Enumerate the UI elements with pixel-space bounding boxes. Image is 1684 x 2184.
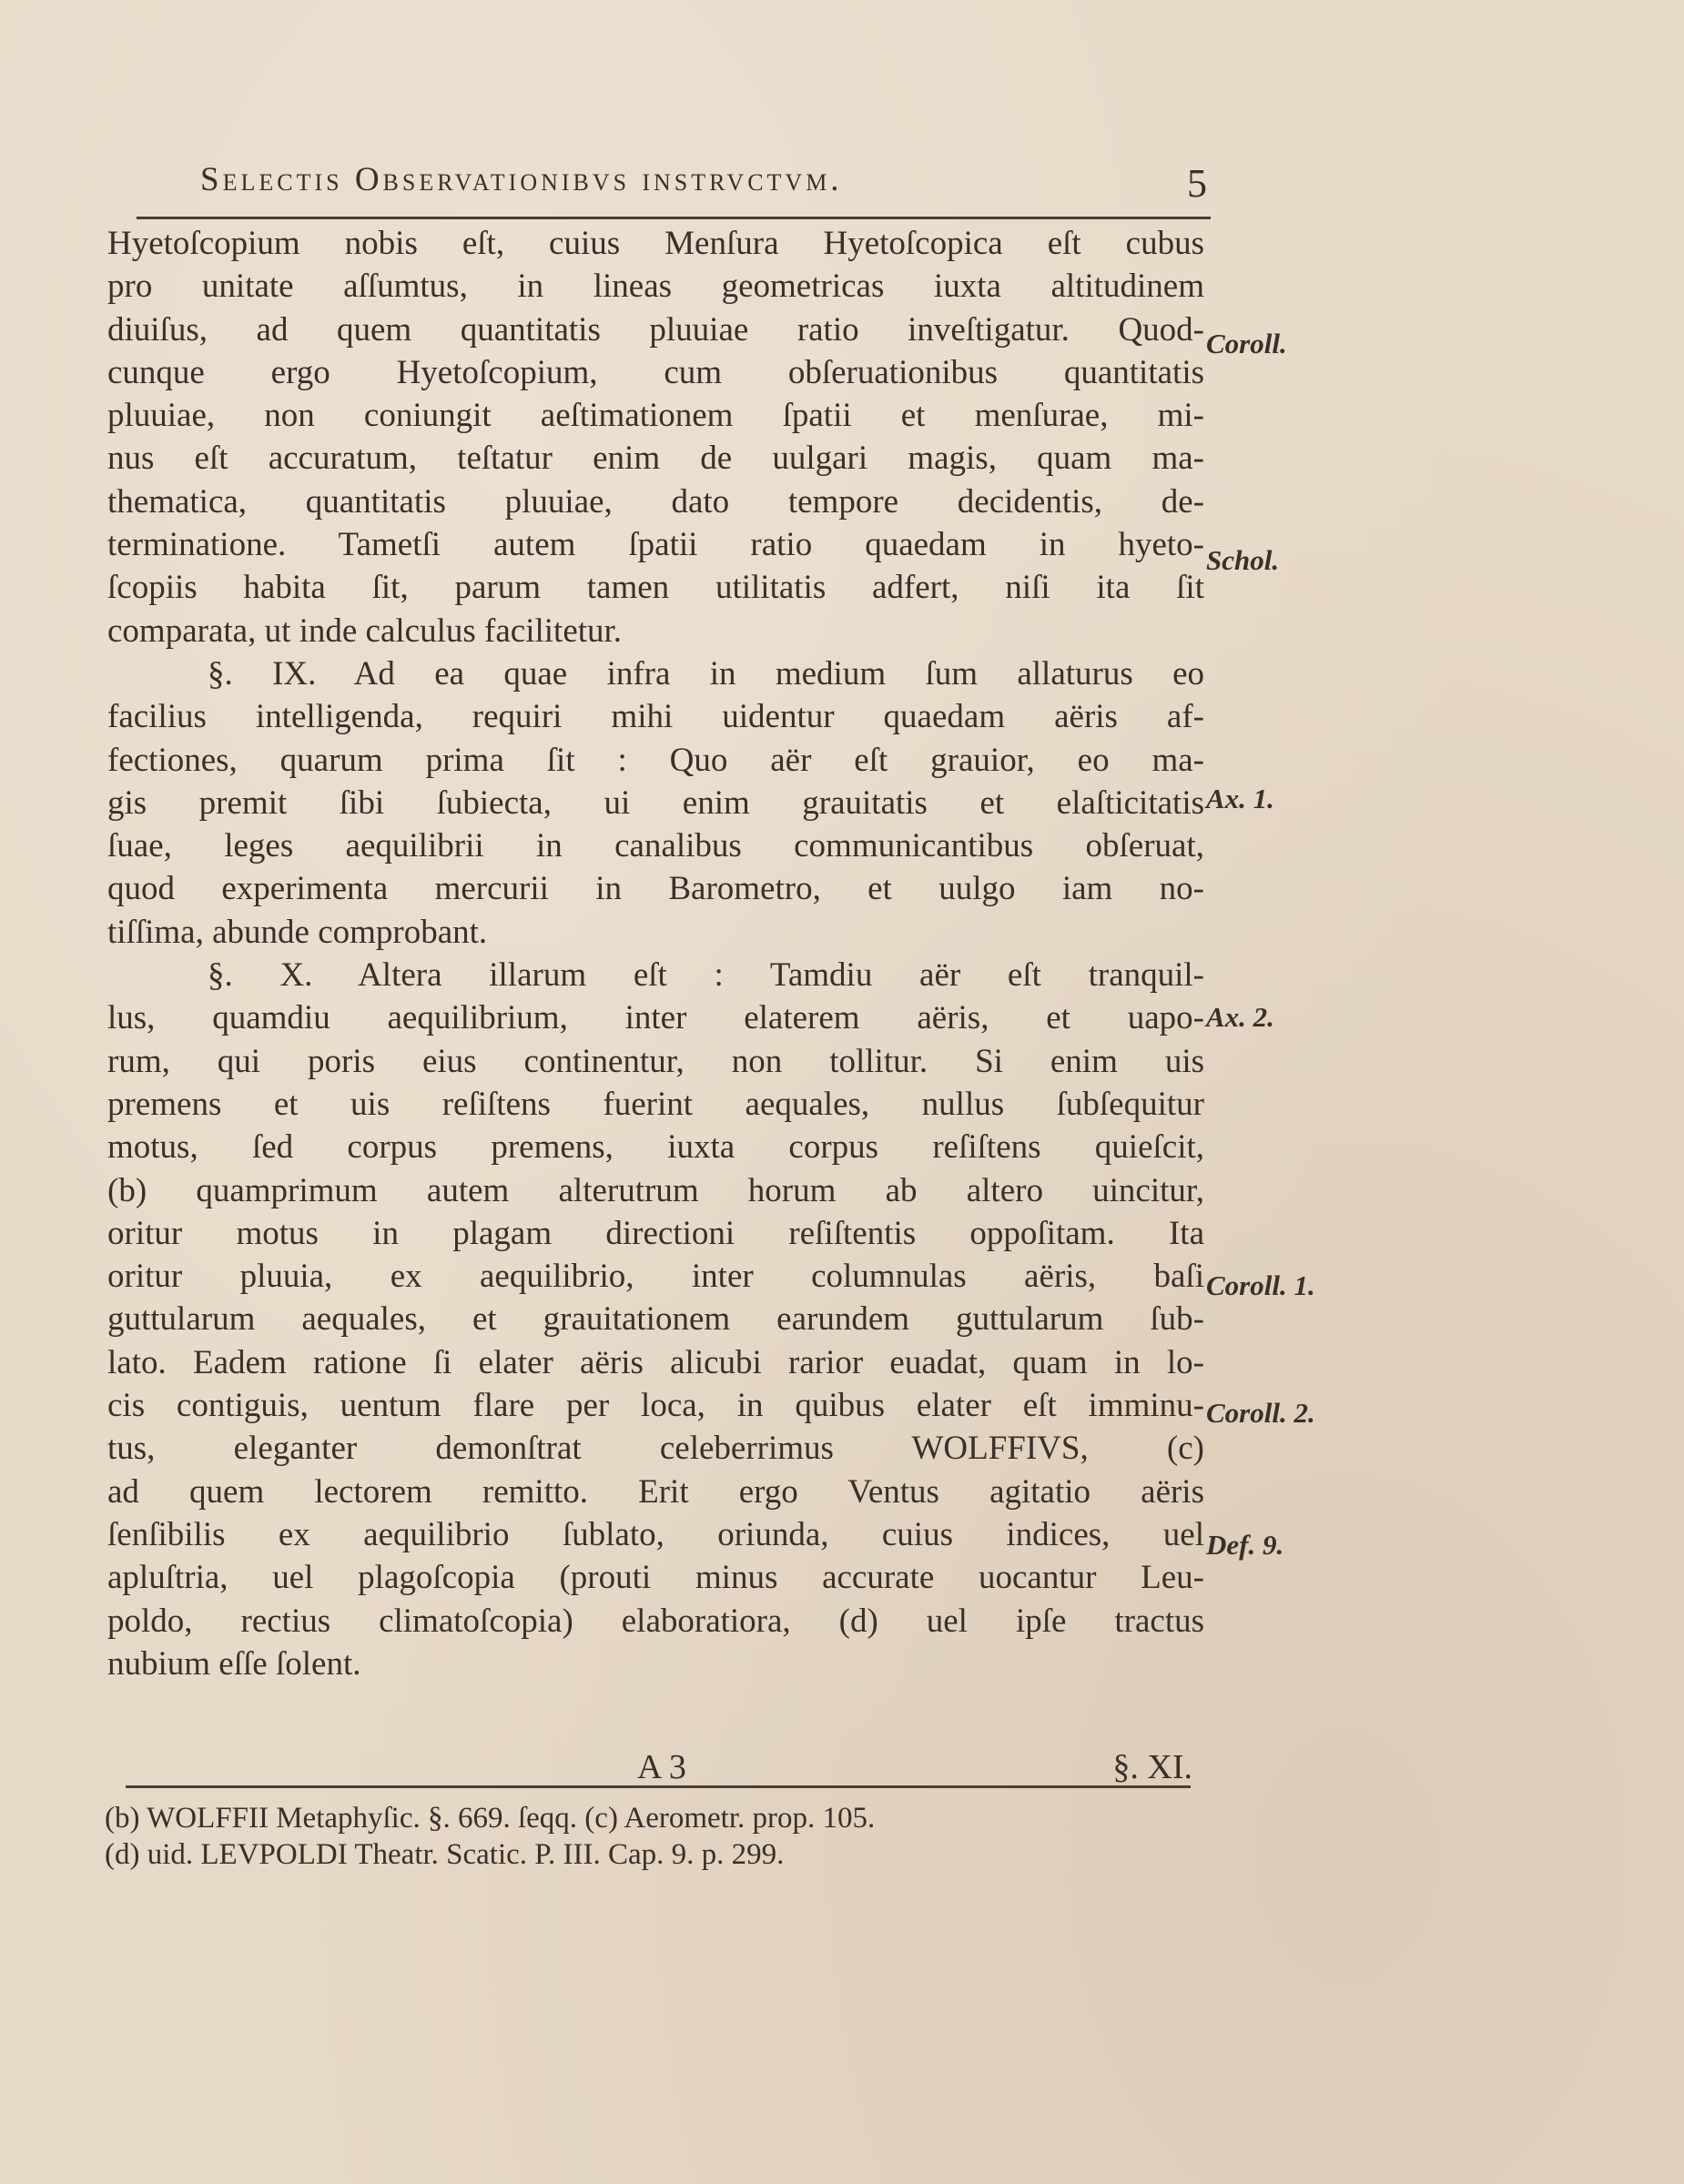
footnote: (b) WOLFFII Metaphyſic. §. 669. ſeqq. (c) Aerometr. prop. 105. xyxy=(105,1802,876,1835)
text-line: facilius intelligenda, requiri mihi uidentur quaedam aëris af- xyxy=(107,698,1204,736)
text-line: tiſſima, abunde comprobant. xyxy=(107,913,488,951)
margin-note: Ax. 2. xyxy=(1206,1001,1274,1033)
text-line: Hyetoſcopium nobis eſt, cuius Menſura Hyetoſcopica eſt cubus xyxy=(107,225,1204,262)
margin-note: Coroll. xyxy=(1206,328,1287,359)
text-line: oritur pluuia, ex aequilibrio, inter columnulas aëris, baſi xyxy=(107,1258,1204,1296)
text-line: motus, ſed corpus premens, iuxta corpus reſiſtens quieſcit, xyxy=(107,1128,1204,1167)
text-line: terminatione. Tametſi autem ſpatii ratio quaedam in hyeto- xyxy=(107,526,1204,564)
text-line: pluuiae, non coniungit aeſtimationem ſpatii et menſurae, mi- xyxy=(107,397,1204,435)
margin-note: Ax. 1. xyxy=(1206,783,1274,814)
running-title: Selectis Observationibvs instrvctvm. xyxy=(200,161,843,198)
text-line: ſuae, leges aequilibrii in canalibus communicantibus obſeruat, xyxy=(107,827,1204,865)
text-line: lus, quamdiu aequilibrium, inter elaterem aëris, et uapo- xyxy=(107,999,1204,1037)
margin-note: Coroll. 1. xyxy=(1206,1269,1315,1301)
catchword: §. XI. xyxy=(1112,1748,1192,1786)
text-line: pro unitate aſſumtus, in lineas geometricas iuxta altitudinem xyxy=(107,268,1204,306)
margin-note: Coroll. 2. xyxy=(1206,1397,1315,1429)
text-line: §. IX. Ad ea quae infra in medium ſum allaturus eo xyxy=(208,654,1204,693)
text-line: poldo, rectius climatoſcopia) elaboratiora, (d) uel ipſe tractus xyxy=(107,1602,1204,1640)
footnotes xyxy=(105,1800,1206,1873)
body-text xyxy=(107,222,1204,1685)
text-line: tus, eleganter demonſtrat celeberrimus WOLFFIVS, (c) xyxy=(107,1430,1204,1468)
text-line: nus eſt accuratum, teſtatur enim de uulgari magis, quam ma- xyxy=(107,440,1204,478)
text-line: lato. Eadem ratione ſi elater aëris alicubi rarior euadat, quam in lo- xyxy=(107,1343,1204,1381)
page-number: 5 xyxy=(1187,161,1211,206)
text-line: diuiſus, ad quem quantitatis pluuiae ratio inveſtigatur. Quod- xyxy=(107,310,1204,349)
text-line: fectiones, quarum prima ſit : Quo aër eſt grauior, eo ma- xyxy=(107,741,1204,779)
footnote-rule xyxy=(126,1785,1191,1788)
text-line: oritur motus in plagam directioni reſiſtentis oppoſitam. Ita xyxy=(107,1214,1204,1252)
margin-note: Schol. xyxy=(1206,544,1280,576)
margin-note: Def. 9. xyxy=(1206,1529,1284,1561)
text-line: gis premit ſibi ſubiecta, ui enim grauitatis et elaſticitatis xyxy=(107,784,1204,822)
text-line: premens et uis reſiſtens fuerint aequales, nullus ſubſequitur xyxy=(107,1085,1204,1123)
text-line: ad quem lectorem remitto. Erit ergo Ventus agitatio aëris xyxy=(107,1472,1204,1511)
text-line: rum, qui poris eius continentur, non tollitur. Si enim uis xyxy=(107,1042,1204,1080)
text-line: §. X. Altera illarum eſt : Tamdiu aër eſt tranquil- xyxy=(208,956,1204,995)
text-line: guttularum aequales, et grauitationem earundem guttularum ſub- xyxy=(107,1300,1204,1339)
text-line: ſenſibilis ex aequilibrio ſublato, oriunda, cuius indices, uel xyxy=(107,1515,1204,1553)
text-line: cis contiguis, uentum flare per loca, in quibus elater eſt imminu- xyxy=(107,1387,1204,1425)
header-rule xyxy=(137,217,1211,219)
text-line: comparata, ut inde calculus facilitetur. xyxy=(107,612,623,650)
text-line: cunque ergo Hyetoſcopium, cum obſeruationibus quantitatis xyxy=(107,353,1204,391)
text-line: thematica, quantitatis pluuiae, dato tempore decidentis, de- xyxy=(107,482,1204,521)
text-line: nubium eſſe ſolent. xyxy=(107,1644,361,1683)
running-header xyxy=(200,160,1211,206)
footnote: (d) uid. LEVPOLDI Theatr. Scatic. P. III. Cap. 9. p. 299. xyxy=(105,1838,785,1871)
text-line: ſcopiis habita ſit, parum tamen utilitatis adfert, niſi ita ſit xyxy=(107,569,1204,607)
signature-mark: A 3 xyxy=(637,1748,686,1786)
text-line: quod experimenta mercurii in Barometro, et uulgo iam no- xyxy=(107,870,1204,908)
text-line: apluſtria, uel plagoſcopia (prouti minus accurate uocantur Leu- xyxy=(107,1559,1204,1597)
text-line: (b) quamprimum autem alterutrum horum ab altero uincitur, xyxy=(107,1171,1204,1209)
